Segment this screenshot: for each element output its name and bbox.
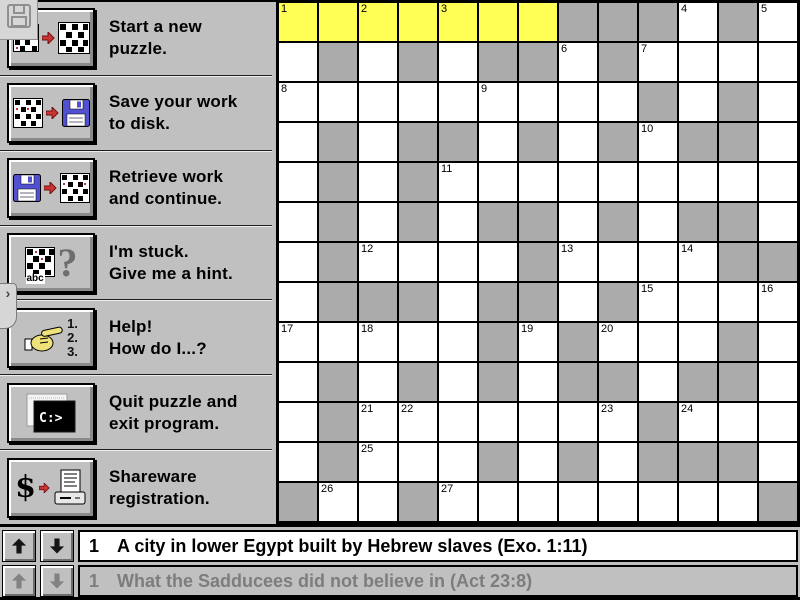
grid-cell[interactable] xyxy=(279,283,317,321)
grid-cell[interactable] xyxy=(479,483,517,521)
grid-cell[interactable] xyxy=(479,3,517,41)
retrieve-button[interactable] xyxy=(7,158,95,218)
grid-cell[interactable] xyxy=(639,363,677,401)
floppy-outline-icon xyxy=(7,4,31,28)
grid-block-cell xyxy=(519,123,557,161)
svg-text:C:>: C:> xyxy=(39,410,63,426)
help-button[interactable] xyxy=(7,308,95,368)
cell-number: 5 xyxy=(761,3,768,15)
grid-cell[interactable] xyxy=(759,163,797,201)
grid-cell[interactable] xyxy=(599,403,637,441)
grid-cell[interactable] xyxy=(359,363,397,401)
grid-cell[interactable] xyxy=(359,403,397,441)
grid-block-cell xyxy=(439,123,477,161)
cell-number: 14 xyxy=(681,243,694,255)
grid-cell[interactable] xyxy=(599,483,637,521)
grid-block-cell xyxy=(319,363,357,401)
grid-cell[interactable] xyxy=(679,403,717,441)
menu-label-hint: I'm stuck. Give me a hint. xyxy=(109,242,233,283)
grid-block-cell xyxy=(519,243,557,281)
grid-cell[interactable] xyxy=(359,243,397,281)
up-arrow-icon xyxy=(8,535,30,557)
grid-cell[interactable] xyxy=(639,283,677,321)
grid-block-cell xyxy=(639,443,677,481)
menu-item-quit xyxy=(0,376,272,449)
grid-cell[interactable] xyxy=(439,483,477,521)
clue-number: 1 xyxy=(89,570,100,591)
grid-cell[interactable] xyxy=(519,323,557,361)
grid-cell[interactable] xyxy=(279,363,317,401)
across-prev-button[interactable] xyxy=(2,530,36,562)
grid-cell[interactable] xyxy=(759,83,797,121)
register-button[interactable] xyxy=(7,458,95,518)
grid-cell[interactable] xyxy=(519,163,557,201)
grid-cell[interactable] xyxy=(279,163,317,201)
grid-cell[interactable] xyxy=(599,243,637,281)
grid-cell[interactable] xyxy=(679,163,717,201)
grid-block-cell xyxy=(599,203,637,241)
dollar-icon: $ xyxy=(15,469,36,505)
grid-cell[interactable] xyxy=(759,323,797,361)
grid-block-cell xyxy=(319,43,357,81)
grid-cell[interactable] xyxy=(279,123,317,161)
grid-cell[interactable] xyxy=(319,83,357,121)
grid-block-cell xyxy=(679,123,717,161)
red-arrow-icon xyxy=(39,483,50,493)
grid-cell[interactable] xyxy=(719,403,757,441)
grid-cell[interactable] xyxy=(439,203,477,241)
grid-cell[interactable] xyxy=(519,483,557,521)
grid-cell[interactable] xyxy=(719,483,757,521)
clue-number: 1 xyxy=(89,535,100,556)
grid-block-cell xyxy=(679,443,717,481)
grid-block-cell xyxy=(599,363,637,401)
menu-label-save: Save your work to disk. xyxy=(109,92,238,134)
grid-cell[interactable] xyxy=(679,43,717,81)
cell-number: 3 xyxy=(441,3,448,15)
grid-block-cell xyxy=(399,123,437,161)
grid-cell[interactable] xyxy=(439,363,477,401)
grid-cell[interactable] xyxy=(639,203,677,241)
chevron-right-icon: › xyxy=(5,285,11,301)
grid-block-cell xyxy=(399,43,437,81)
grid-cell[interactable] xyxy=(359,3,397,41)
clue-text: A city in lower Egypt built by Hebrew slaves (Exo. 1:11) xyxy=(117,535,588,556)
grid-block-cell xyxy=(519,43,557,81)
save-button[interactable] xyxy=(7,83,95,143)
cell-number: 10 xyxy=(641,123,654,135)
cell-number: 8 xyxy=(281,83,288,95)
across-next-button[interactable] xyxy=(40,530,74,562)
grid-cell[interactable] xyxy=(559,123,597,161)
hint-button[interactable] xyxy=(7,233,95,293)
grid-block-cell xyxy=(319,203,357,241)
grid-cell[interactable] xyxy=(359,43,397,81)
grid-cell[interactable] xyxy=(319,3,357,41)
grid-cell[interactable] xyxy=(519,363,557,401)
abc-label: abc xyxy=(26,272,44,284)
grid-cell[interactable] xyxy=(279,43,317,81)
menu-item-save xyxy=(0,77,272,150)
crossword-mini-icon xyxy=(25,247,55,284)
grid-block-cell xyxy=(319,403,357,441)
menu-label-retrieve: Retrieve work and continue. xyxy=(109,167,224,209)
grid-cell[interactable] xyxy=(359,443,397,481)
cell-number: 13 xyxy=(561,243,574,255)
grid-cell[interactable] xyxy=(679,3,717,41)
menu-label-quit: Quit puzzle and exit program. xyxy=(109,391,238,433)
grid-block-cell xyxy=(719,83,757,121)
grid-cell[interactable] xyxy=(519,3,557,41)
quit-button[interactable] xyxy=(7,383,95,443)
grid-cell[interactable] xyxy=(279,443,317,481)
cell-number: 23 xyxy=(601,403,614,415)
grid-block-cell xyxy=(559,3,597,41)
cell-number: 7 xyxy=(641,43,648,55)
grid-block-cell xyxy=(279,483,317,521)
grid-cell[interactable] xyxy=(319,323,357,361)
grid-cell[interactable] xyxy=(519,403,557,441)
grid-block-cell xyxy=(759,483,797,521)
grid-block-cell xyxy=(319,443,357,481)
grid-cell[interactable] xyxy=(279,403,317,441)
grid-block-cell xyxy=(479,363,517,401)
cell-number: 22 xyxy=(401,403,414,415)
grid-block-cell xyxy=(719,203,757,241)
red-arrow-icon xyxy=(46,107,59,119)
grid-cell[interactable] xyxy=(599,443,637,481)
cell-number: 15 xyxy=(641,283,654,295)
grid-block-cell xyxy=(319,163,357,201)
grid-block-cell xyxy=(599,283,637,321)
grid-block-cell xyxy=(319,123,357,161)
grid-cell[interactable] xyxy=(399,83,437,121)
grid-cell[interactable] xyxy=(599,163,637,201)
grid-block-cell xyxy=(719,243,757,281)
menu-item-register xyxy=(0,451,272,524)
grid-block-cell xyxy=(559,323,597,361)
grid-cell[interactable] xyxy=(719,283,757,321)
grid-cell[interactable] xyxy=(439,403,477,441)
grid-cell[interactable] xyxy=(559,83,597,121)
question-mark-icon: ? xyxy=(57,240,78,285)
grid-cell[interactable] xyxy=(319,483,357,521)
cell-number: 2 xyxy=(361,3,368,15)
pointing-hand-icon xyxy=(24,323,64,353)
grid-cell[interactable] xyxy=(439,243,477,281)
menu-label-help: Help! How do I...? xyxy=(109,316,207,358)
grid-block-cell xyxy=(599,123,637,161)
grid-block-cell xyxy=(639,83,677,121)
grid-cell[interactable] xyxy=(439,3,477,41)
grid-block-cell xyxy=(559,443,597,481)
grid-block-cell xyxy=(479,443,517,481)
grid-block-cell xyxy=(319,243,357,281)
grid-block-cell xyxy=(399,283,437,321)
grid-block-cell xyxy=(399,203,437,241)
red-arrow-icon xyxy=(44,182,57,194)
grid-cell[interactable] xyxy=(439,163,477,201)
menu-item-help xyxy=(0,301,272,374)
menu-item-hint xyxy=(0,227,272,300)
grid-block-cell xyxy=(479,323,517,361)
grid-cell[interactable] xyxy=(559,43,597,81)
grid-cell[interactable] xyxy=(279,323,317,361)
grid-cell[interactable] xyxy=(639,323,677,361)
red-arrow-icon xyxy=(42,32,55,44)
grid-block-cell xyxy=(399,163,437,201)
grid-block-cell xyxy=(679,363,717,401)
sidebar-menu xyxy=(0,2,272,524)
down-clue-row xyxy=(2,565,798,597)
printer-receipt-icon xyxy=(53,469,87,507)
grid-cell[interactable] xyxy=(479,243,517,281)
grid-block-cell xyxy=(719,363,757,401)
grid-cell[interactable] xyxy=(439,43,477,81)
grid-cell[interactable] xyxy=(759,43,797,81)
grid-cell[interactable] xyxy=(399,243,437,281)
grid-cell[interactable] xyxy=(679,243,717,281)
grid-cell[interactable] xyxy=(759,363,797,401)
grid-cell[interactable] xyxy=(279,203,317,241)
cell-number: 25 xyxy=(361,443,374,455)
grid-cell[interactable] xyxy=(359,123,397,161)
cell-number: 17 xyxy=(281,323,294,335)
grid-cell[interactable] xyxy=(479,163,517,201)
grid-block-cell xyxy=(399,363,437,401)
grid-cell[interactable] xyxy=(679,323,717,361)
menu-label-register: Shareware registration. xyxy=(109,466,210,508)
down-prev-button[interactable] xyxy=(2,565,36,597)
grid-cell[interactable] xyxy=(639,163,677,201)
grid-cell[interactable] xyxy=(479,123,517,161)
grid-cell[interactable] xyxy=(519,83,557,121)
across-clue-bar xyxy=(78,530,798,562)
numbered-list-icon: 1. 2. 3. xyxy=(67,315,78,359)
up-arrow-icon xyxy=(8,570,30,592)
cell-number: 24 xyxy=(681,403,694,415)
slide-out-tab[interactable] xyxy=(0,283,17,329)
grid-block-cell xyxy=(559,363,597,401)
grid-block-cell xyxy=(319,283,357,321)
grid-cell[interactable] xyxy=(759,3,797,41)
cell-number: 12 xyxy=(361,243,374,255)
cell-number: 18 xyxy=(361,323,374,335)
cell-number: 4 xyxy=(681,3,688,15)
grid-cell[interactable] xyxy=(519,443,557,481)
grid-cell[interactable] xyxy=(479,403,517,441)
grid-cell[interactable] xyxy=(599,83,637,121)
grid-cell[interactable] xyxy=(679,83,717,121)
down-arrow-icon xyxy=(46,570,68,592)
across-clue-row xyxy=(2,530,798,562)
grid-cell[interactable] xyxy=(719,43,757,81)
grid-cell[interactable] xyxy=(719,163,757,201)
tool-palette[interactable] xyxy=(0,0,38,40)
grid-block-cell xyxy=(519,203,557,241)
cell-number: 9 xyxy=(481,83,488,95)
grid-block-cell xyxy=(479,203,517,241)
grid-cell[interactable] xyxy=(759,123,797,161)
grid-cell[interactable] xyxy=(439,443,477,481)
grid-cell[interactable] xyxy=(759,443,797,481)
cell-number: 20 xyxy=(601,323,614,335)
grid-block-cell xyxy=(639,3,677,41)
grid-block-cell xyxy=(719,323,757,361)
cell-number: 26 xyxy=(321,483,334,495)
grid-cell[interactable] xyxy=(439,283,477,321)
grid-cell[interactable] xyxy=(559,243,597,281)
cell-number: 1 xyxy=(281,3,288,15)
grid-cell[interactable] xyxy=(399,443,437,481)
crossword-mini-icon xyxy=(58,22,90,54)
grid-cell[interactable] xyxy=(359,163,397,201)
grid-block-cell xyxy=(519,283,557,321)
floppy-disk-icon xyxy=(13,174,41,202)
grid-block-cell xyxy=(599,3,637,41)
down-arrow-icon xyxy=(46,535,68,557)
grid-block-cell xyxy=(719,3,757,41)
cell-number: 11 xyxy=(441,163,453,175)
grid-block-cell xyxy=(759,243,797,281)
grid-cell[interactable] xyxy=(759,403,797,441)
grid-block-cell xyxy=(599,43,637,81)
grid-cell[interactable] xyxy=(639,483,677,521)
grid-cell[interactable] xyxy=(359,83,397,121)
clue-section xyxy=(0,524,800,600)
cell-number: 19 xyxy=(521,323,534,335)
grid-block-cell xyxy=(479,43,517,81)
grid-cell[interactable] xyxy=(759,283,797,321)
grid-block-cell xyxy=(479,283,517,321)
grid-cell[interactable] xyxy=(359,203,397,241)
grid-cell[interactable] xyxy=(439,83,477,121)
grid-cell[interactable] xyxy=(359,483,397,521)
grid-cell[interactable] xyxy=(279,3,317,41)
cell-number: 6 xyxy=(561,43,568,55)
grid-block-cell xyxy=(679,203,717,241)
down-clue-bar xyxy=(78,565,798,597)
grid-cell[interactable] xyxy=(279,83,317,121)
grid-block-cell xyxy=(399,483,437,521)
cell-number: 21 xyxy=(361,403,374,415)
grid-block-cell xyxy=(719,443,757,481)
grid-cell[interactable] xyxy=(679,483,717,521)
menu-item-retrieve xyxy=(0,152,272,225)
grid-block-cell xyxy=(639,403,677,441)
cell-number: 27 xyxy=(441,483,454,495)
cell-number: 16 xyxy=(761,283,774,295)
grid-cell[interactable] xyxy=(639,123,677,161)
grid-cell[interactable] xyxy=(399,403,437,441)
grid-cell[interactable] xyxy=(439,323,477,361)
grid-block-cell xyxy=(719,123,757,161)
grid-cell[interactable] xyxy=(759,203,797,241)
floppy-disk-icon xyxy=(62,99,90,127)
grid-cell[interactable] xyxy=(639,243,677,281)
grid-cell[interactable] xyxy=(559,283,597,321)
grid-cell[interactable] xyxy=(559,483,597,521)
grid-cell[interactable] xyxy=(559,403,597,441)
crossword-mini-icon xyxy=(60,173,90,203)
clue-text: What the Sadducees did not believe in (Act 23:8) xyxy=(117,570,533,591)
grid-cell[interactable] xyxy=(479,83,517,121)
crossword-grid xyxy=(276,0,800,524)
grid-cell[interactable] xyxy=(359,323,397,361)
dos-prompt-icon xyxy=(25,392,77,434)
grid-cell[interactable] xyxy=(399,3,437,41)
grid-cell[interactable] xyxy=(399,323,437,361)
crossword-mini-icon xyxy=(13,98,43,128)
grid-cell[interactable] xyxy=(559,163,597,201)
grid-cell[interactable] xyxy=(279,243,317,281)
grid-cell[interactable] xyxy=(639,43,677,81)
grid-cell[interactable] xyxy=(559,203,597,241)
grid-block-cell xyxy=(359,283,397,321)
menu-label-new-puzzle: Start a new puzzle. xyxy=(109,17,202,59)
down-next-button[interactable] xyxy=(40,565,74,597)
grid-cell[interactable] xyxy=(599,323,637,361)
menu-item-new-puzzle xyxy=(0,2,272,75)
grid-cell[interactable] xyxy=(679,283,717,321)
